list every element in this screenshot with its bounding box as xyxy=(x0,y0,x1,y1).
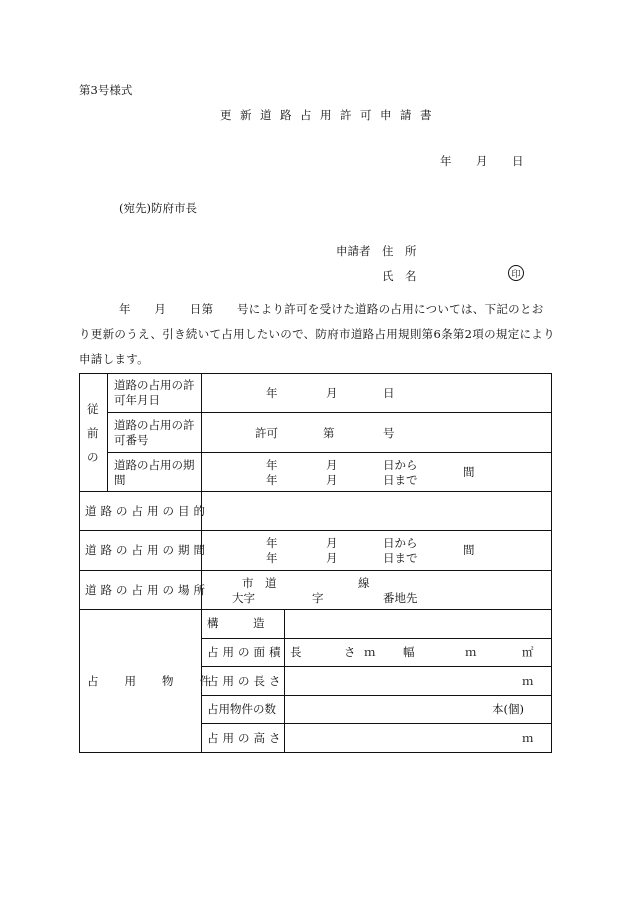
prev-number-label: 可番号 xyxy=(114,433,149,447)
prev-period-to-month: 月 xyxy=(326,473,338,487)
location-oaza: 大字 xyxy=(232,591,255,605)
area-length-label: 長 xyxy=(290,645,302,659)
prev-period-label: 道路の占用の期 xyxy=(114,458,195,472)
count-label: 占用物件の数 xyxy=(207,702,276,716)
previous-label-char: 従 xyxy=(87,402,99,416)
period-to-day: 日まで xyxy=(383,551,418,565)
table-divider xyxy=(107,412,552,413)
table-border-top xyxy=(79,373,552,374)
prev-period-label: 間 xyxy=(114,473,126,487)
table-divider xyxy=(79,530,552,531)
area-label: 占用の面積 xyxy=(207,645,285,659)
prev-period-from-year: 年 xyxy=(266,458,278,472)
period-from-year: 年 xyxy=(266,536,278,550)
object-label: 占 用 物 件 xyxy=(87,674,212,688)
location-line: 線 xyxy=(358,576,370,590)
location-city-road: 市 道 xyxy=(242,576,277,590)
table-divider xyxy=(201,638,552,639)
period-label: 道路の占用の期間 xyxy=(85,543,209,557)
area-m-unit: ｍ xyxy=(364,645,376,659)
prev-date-month: 月 xyxy=(326,386,338,400)
prev-number-go: 号 xyxy=(383,426,395,440)
period-to-month: 月 xyxy=(326,551,338,565)
table-divider xyxy=(201,695,552,696)
previous-label-char: の xyxy=(87,450,99,464)
table-divider xyxy=(107,452,552,453)
prev-period-to-day: 日まで xyxy=(383,473,418,487)
date-day-label: 日 xyxy=(512,154,524,168)
prev-period-from-month: 月 xyxy=(326,458,338,472)
area-sqm-unit: ㎡ xyxy=(522,645,534,659)
height-unit: ｍ xyxy=(522,731,534,745)
seal-mark: 印 xyxy=(508,265,524,281)
prev-period-between: 間 xyxy=(463,465,475,479)
date-year-label: 年 xyxy=(440,154,452,168)
location-banchi: 番地先 xyxy=(383,591,418,605)
period-between: 間 xyxy=(463,543,475,557)
area-width-unit: ｍ xyxy=(465,645,477,659)
prev-date-label: 道路の占用の許 xyxy=(114,378,195,392)
length-unit: ｍ xyxy=(522,674,534,688)
table-divider xyxy=(201,723,552,724)
table-divider xyxy=(107,373,108,492)
structure-label: 構 造 xyxy=(207,616,265,630)
purpose-label: 道路の占用の目的 xyxy=(85,504,209,518)
table-divider xyxy=(79,491,552,492)
prev-number-label: 道路の占用の許 xyxy=(114,418,195,432)
area-width-label: 幅 xyxy=(403,645,415,659)
length-label: 占用の長さ xyxy=(207,674,285,688)
table-divider xyxy=(201,373,202,753)
period-from-month: 月 xyxy=(326,536,338,550)
period-to-year: 年 xyxy=(266,551,278,565)
table-divider xyxy=(79,609,552,610)
prev-date-year: 年 xyxy=(266,386,278,400)
table-border-right xyxy=(551,373,552,753)
prev-date-label: 可年月日 xyxy=(114,393,160,407)
period-from-day: 日から xyxy=(383,536,418,550)
prev-period-to-year: 年 xyxy=(266,473,278,487)
prev-period-from-day: 日から xyxy=(383,458,418,472)
table-border-bottom xyxy=(79,752,552,753)
count-unit: 本(個) xyxy=(492,702,524,716)
name-label: 氏 名 xyxy=(382,269,417,283)
location-aza: 字 xyxy=(312,591,324,605)
prev-number-dai: 第 xyxy=(323,426,335,440)
table-divider xyxy=(79,570,552,571)
prev-number-permit: 許可 xyxy=(255,426,278,440)
addressee: (宛先)防府市長 xyxy=(119,201,197,215)
date-month-label: 月 xyxy=(476,154,488,168)
form-number: 第3号様式 xyxy=(79,83,133,97)
table-border-left xyxy=(79,373,80,753)
table-divider xyxy=(201,666,552,667)
applicant-label: 申請者 xyxy=(336,244,371,258)
prev-date-day: 日 xyxy=(383,386,395,400)
application-paragraph: 年 月 日第 号により許可を受けた道路の占用については、下記のとおり更新のうえ、引き続いて占用したいので、防府市道路占用規則第6条第2項の規定により申請します。 xyxy=(79,302,555,366)
address-label: 住 所 xyxy=(382,244,417,258)
area-sa-label: さ xyxy=(344,645,356,659)
page-title: 更新道路占用許可申請書 xyxy=(220,108,440,122)
previous-label-char: 前 xyxy=(87,426,99,440)
location-label: 道路の占用の場所 xyxy=(85,583,209,597)
height-label: 占用の高さ xyxy=(207,731,285,745)
